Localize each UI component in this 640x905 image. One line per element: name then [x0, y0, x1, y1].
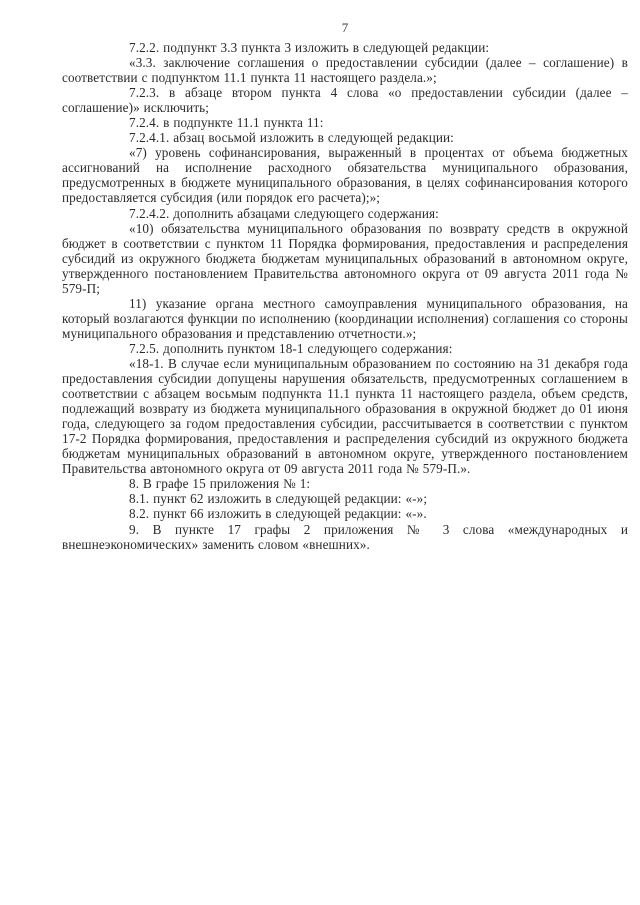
paragraph-7-2-5: 7.2.5. дополнить пунктом 18-1 следующего содержания:	[129, 340, 453, 356]
paragraph-7-2-2: 7.2.2. подпункт 3.3 пункта 3 изложить в следующей редакции:	[129, 40, 490, 55]
document-page	[62, 20, 628, 552]
paragraph-item-10: «10) обязательства муниципального образования по возврату средств в окружной бюджет в соответствии с пунктом 11 Порядка формирования, предоставления и распределения субсидий из окружного бюджета бюджетам муниципальных образований в автономном округе, утвержденного постановлением Правительства автономного округа от 09 августа 2011 года № 579-П;	[62, 220, 628, 296]
paragraph-8: 8. В графе 15 приложения № 1:	[129, 476, 311, 492]
paragraph-7-2-4-2: 7.2.4.2. дополнить абзацами следующего содержания:	[129, 205, 439, 221]
paragraph-8-1: 8.1. пункт 62 изложить в следующей редакции: «-»;	[129, 491, 428, 507]
paragraph-item-7: «7) уровень софинансирования, выраженный в процентах от объема бюджетных ассигнований на исполнение расходного обязательства муниципального образования, предусмотренных в бюджете муниципального образования, в целях софинансирования которого предоставляется субсидия (или порядок его расчета);»;	[62, 145, 628, 206]
paragraph-7-2-3: 7.2.3. в абзаце втором пункта 4 слова «о предоставлении субсидии (далее – соглашение)» исключить;	[62, 85, 628, 116]
paragraph-9: 9. В пункте 17 графы 2 приложения № 3 слова «международных и внешнеэкономических» заменить словом «внешних».	[62, 521, 628, 552]
paragraph-item-11: 11) указание органа местного самоуправления муниципального образования, на который возлагаются функции по исполнению (координации исполнения) соглашения со стороны муниципального образования и представлению отчетности.»;	[62, 295, 628, 341]
paragraph-8-2: 8.2. пункт 66 изложить в следующей редакции: «-».	[129, 506, 427, 522]
document-body	[62, 40, 628, 552]
paragraph-3-3: «3.3. заключение соглашения о предоставлении субсидии (далее – соглашение) в соответствии с подпунктом 11.1 пункта 11 настоящего раздела.»;	[62, 55, 628, 86]
paragraph-7-2-4-1: 7.2.4.1. абзац восьмой изложить в следующей редакции:	[129, 130, 454, 146]
paragraph-7-2-4: 7.2.4. в подпункте 11.1 пункта 11:	[129, 115, 324, 131]
page-number: 7	[341, 20, 349, 35]
paragraph-18-1: «18-1. В случае если муниципальным образованием по состоянию на 31 декабря года предоставления субсидии допущены нарушения обязательств, предусмотренных соглашением в соответствии с абзацем восьмым подпункта 11.1 пункта 11 настоящего раздела, объем средств, подлежащий возврату из бюджета муниципального образования в окружной бюджет до 01 июня года, следующего за годом предоставления субсидии, рассчитывается в соответствии с пунктом 17-2 Порядка формирования, предоставления и распределения субсидий из окружного бюджета бюджетам муниципальных образований в автономном округе, утвержденного постановлением Правительства автономного округа от 09 августа 2011 года № 579-П.».	[62, 355, 628, 477]
